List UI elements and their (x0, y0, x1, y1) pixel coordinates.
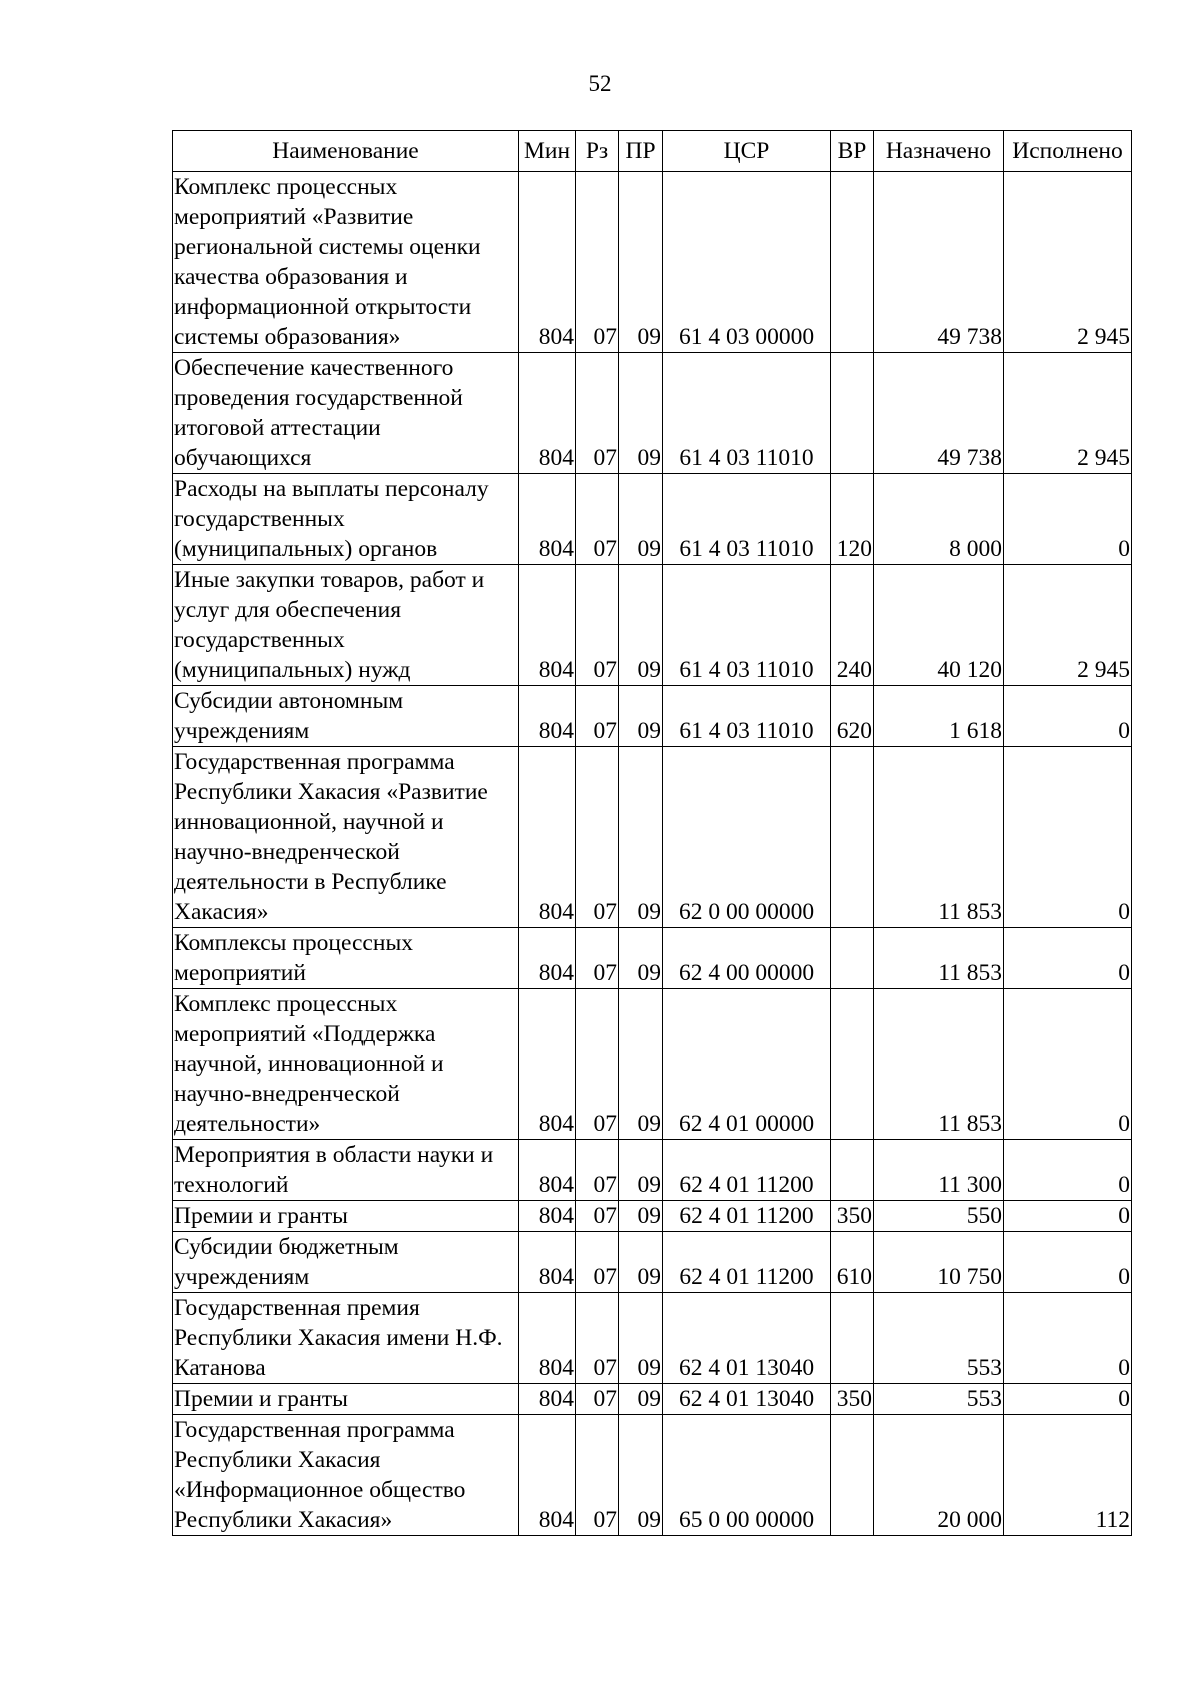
cell-rz: 07 (576, 928, 619, 989)
cell-executed: 0 (1004, 747, 1132, 928)
cell-executed: 0 (1004, 1232, 1132, 1293)
cell-executed: 2 945 (1004, 353, 1132, 474)
table-row (173, 474, 1132, 565)
page-number: 52 (588, 71, 612, 96)
table-row (173, 686, 1132, 747)
header-executed: Исполнено (1004, 131, 1132, 172)
cell-rz: 07 (576, 172, 619, 353)
cell-vr: 610 (831, 1232, 874, 1293)
cell-pr: 09 (619, 1140, 663, 1201)
cell-executed: 112 (1004, 1415, 1132, 1536)
budget-table (172, 130, 1132, 1536)
cell-rz: 07 (576, 1232, 619, 1293)
table-row (173, 1201, 1132, 1232)
cell-min: 804 (519, 565, 576, 686)
header-row (173, 131, 1132, 172)
cell-pr: 09 (619, 686, 663, 747)
header-assigned: Назначено (874, 131, 1004, 172)
cell-rz: 07 (576, 1384, 619, 1415)
table-row (173, 928, 1132, 989)
header-name: Наименование (173, 131, 519, 172)
cell-min: 804 (519, 928, 576, 989)
cell-executed: 0 (1004, 686, 1132, 747)
table-row (173, 1232, 1132, 1293)
cell-pr: 09 (619, 1415, 663, 1536)
cell-name: Государственная программа Республики Хакасия «Информационное общество Республики Хакасия» (173, 1415, 519, 1536)
cell-csr: 62 4 01 11200 (663, 1232, 831, 1293)
cell-csr: 62 4 01 11200 (663, 1140, 831, 1201)
cell-pr: 09 (619, 989, 663, 1140)
cell-min: 804 (519, 989, 576, 1140)
cell-vr: 620 (831, 686, 874, 747)
cell-assigned: 11 300 (874, 1140, 1004, 1201)
cell-assigned: 10 750 (874, 1232, 1004, 1293)
cell-pr: 09 (619, 353, 663, 474)
cell-executed: 0 (1004, 1201, 1132, 1232)
cell-executed: 0 (1004, 1293, 1132, 1384)
table-row (173, 989, 1132, 1140)
table-body (173, 172, 1132, 1536)
cell-assigned: 11 853 (874, 989, 1004, 1140)
table-row (173, 1384, 1132, 1415)
cell-name: Премии и гранты (173, 1384, 519, 1415)
cell-csr: 61 4 03 11010 (663, 474, 831, 565)
cell-rz: 07 (576, 1140, 619, 1201)
cell-assigned: 49 738 (874, 172, 1004, 353)
cell-assigned: 20 000 (874, 1415, 1004, 1536)
cell-name: Государственная премия Республики Хакасия имени Н.Ф. Катанова (173, 1293, 519, 1384)
cell-rz: 07 (576, 565, 619, 686)
cell-min: 804 (519, 1384, 576, 1415)
cell-csr: 62 4 01 11200 (663, 1201, 831, 1232)
cell-min: 804 (519, 353, 576, 474)
cell-assigned: 40 120 (874, 565, 1004, 686)
cell-pr: 09 (619, 172, 663, 353)
cell-assigned: 553 (874, 1293, 1004, 1384)
table-row (173, 1415, 1132, 1536)
cell-name: Комплексы процессных мероприятий (173, 928, 519, 989)
cell-csr: 61 4 03 00000 (663, 172, 831, 353)
cell-rz: 07 (576, 1415, 619, 1536)
cell-csr: 62 4 01 13040 (663, 1384, 831, 1415)
cell-csr: 61 4 03 11010 (663, 686, 831, 747)
cell-pr: 09 (619, 1384, 663, 1415)
cell-vr (831, 172, 874, 353)
cell-executed: 0 (1004, 1384, 1132, 1415)
cell-pr: 09 (619, 928, 663, 989)
cell-vr: 240 (831, 565, 874, 686)
cell-min: 804 (519, 686, 576, 747)
cell-executed: 0 (1004, 989, 1132, 1140)
cell-vr: 350 (831, 1384, 874, 1415)
cell-rz: 07 (576, 747, 619, 928)
header-pr: ПР (619, 131, 663, 172)
cell-executed: 0 (1004, 474, 1132, 565)
header-vr: ВР (831, 131, 874, 172)
cell-csr: 62 4 00 00000 (663, 928, 831, 989)
cell-executed: 0 (1004, 928, 1132, 989)
table-header (173, 131, 1132, 172)
cell-csr: 62 4 01 13040 (663, 1293, 831, 1384)
cell-vr (831, 928, 874, 989)
cell-pr: 09 (619, 1293, 663, 1384)
table-row (173, 747, 1132, 928)
header-min: Мин (519, 131, 576, 172)
cell-assigned: 11 853 (874, 747, 1004, 928)
cell-assigned: 49 738 (874, 353, 1004, 474)
cell-min: 804 (519, 172, 576, 353)
cell-assigned: 11 853 (874, 928, 1004, 989)
cell-min: 804 (519, 1415, 576, 1536)
cell-min: 804 (519, 1201, 576, 1232)
header-csr: ЦСР (663, 131, 831, 172)
cell-rz: 07 (576, 989, 619, 1140)
cell-name: Расходы на выплаты персоналу государственных (муниципальных) органов (173, 474, 519, 565)
cell-name: Субсидии автономным учреждениям (173, 686, 519, 747)
cell-vr (831, 989, 874, 1140)
cell-assigned: 8 000 (874, 474, 1004, 565)
cell-rz: 07 (576, 1201, 619, 1232)
header-rz: Рз (576, 131, 619, 172)
table-row (173, 1140, 1132, 1201)
cell-assigned: 1 618 (874, 686, 1004, 747)
cell-name: Государственная программа Республики Хакасия «Развитие инновационной, научной и научно-внедренческой деятельности в Республике Хакасия» (173, 747, 519, 928)
cell-vr (831, 747, 874, 928)
cell-min: 804 (519, 1293, 576, 1384)
cell-rz: 07 (576, 474, 619, 565)
cell-csr: 65 0 00 00000 (663, 1415, 831, 1536)
cell-pr: 09 (619, 1232, 663, 1293)
cell-csr: 62 4 01 00000 (663, 989, 831, 1140)
cell-min: 804 (519, 1232, 576, 1293)
cell-name: Обеспечение качественного проведения государственной итоговой аттестации обучающихся (173, 353, 519, 474)
cell-csr: 61 4 03 11010 (663, 565, 831, 686)
cell-executed: 2 945 (1004, 565, 1132, 686)
cell-name: Субсидии бюджетным учреждениям (173, 1232, 519, 1293)
table-row (173, 353, 1132, 474)
cell-executed: 0 (1004, 1140, 1132, 1201)
cell-name: Премии и гранты (173, 1201, 519, 1232)
cell-executed: 2 945 (1004, 172, 1132, 353)
table-row (173, 172, 1132, 353)
cell-vr (831, 1140, 874, 1201)
cell-rz: 07 (576, 353, 619, 474)
table-row (173, 565, 1132, 686)
cell-assigned: 553 (874, 1384, 1004, 1415)
cell-rz: 07 (576, 686, 619, 747)
cell-rz: 07 (576, 1293, 619, 1384)
cell-vr: 350 (831, 1201, 874, 1232)
cell-csr: 62 0 00 00000 (663, 747, 831, 928)
cell-csr: 61 4 03 11010 (663, 353, 831, 474)
cell-assigned: 550 (874, 1201, 1004, 1232)
cell-vr (831, 1293, 874, 1384)
cell-name: Мероприятия в области науки и технологий (173, 1140, 519, 1201)
cell-vr (831, 353, 874, 474)
cell-pr: 09 (619, 1201, 663, 1232)
cell-min: 804 (519, 747, 576, 928)
cell-pr: 09 (619, 747, 663, 928)
cell-pr: 09 (619, 565, 663, 686)
cell-name: Комплекс процессных мероприятий «Развитие региональной системы оценки качества образования и информационной открытости системы образования» (173, 172, 519, 353)
cell-name: Комплекс процессных мероприятий «Поддержка научной, инновационной и научно-внедренческой деятельности» (173, 989, 519, 1140)
table-row (173, 1293, 1132, 1384)
cell-vr (831, 1415, 874, 1536)
cell-min: 804 (519, 1140, 576, 1201)
cell-name: Иные закупки товаров, работ и услуг для обеспечения государственных (муниципальных) нужд (173, 565, 519, 686)
cell-vr: 120 (831, 474, 874, 565)
cell-min: 804 (519, 474, 576, 565)
cell-pr: 09 (619, 474, 663, 565)
